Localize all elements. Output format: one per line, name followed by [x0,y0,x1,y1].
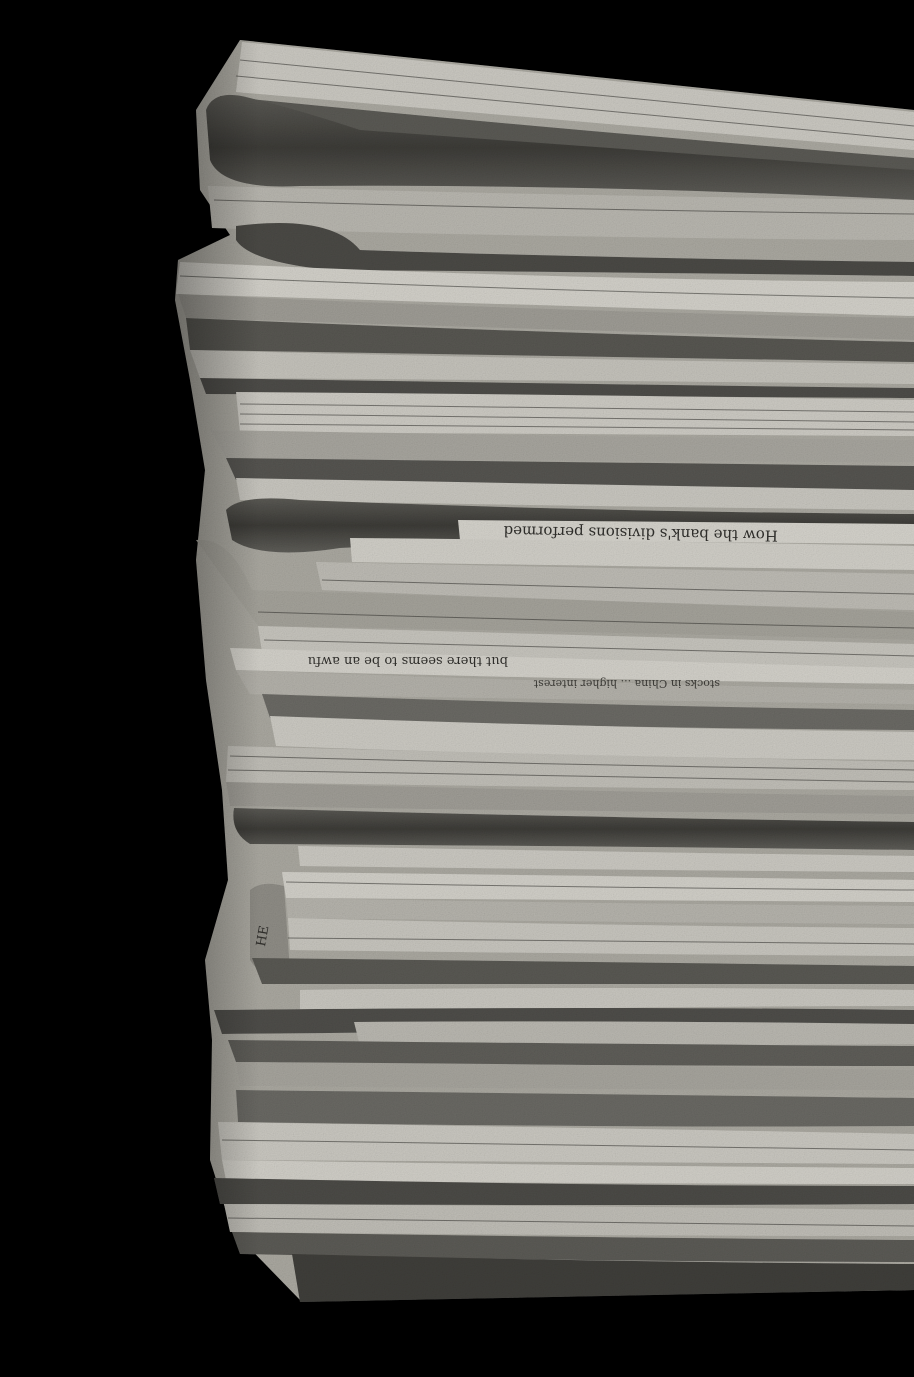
masthead-fragment-text: HE [254,924,273,948]
headline-divisions-text: How the bank's divisions performed [503,521,779,545]
upside-down-fragment-text: stocks in China ... higher interest [533,677,720,690]
upside-down-line-text: but there seems to be an awfu [307,653,508,668]
left-shadow [170,40,914,1310]
